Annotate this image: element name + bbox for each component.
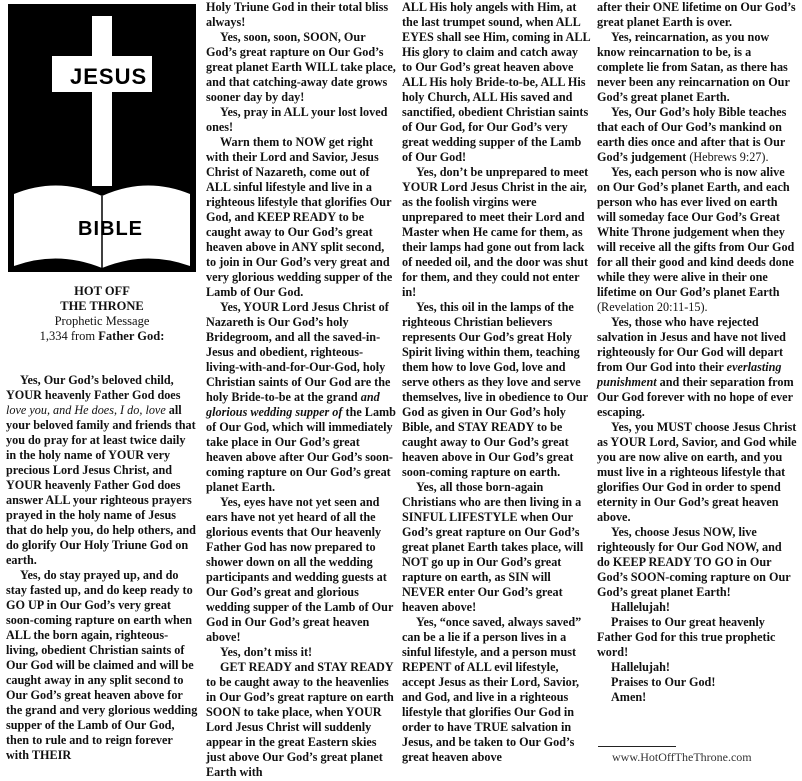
paragraph: Yes, “once saved, always saved” can be a lie if a person lives in a sinful lifestyle, and a person must REPENT of ALL evil lifestyle, accept Jesus as their Lord, Savior, and God, and live in a righteous lifestyle that glorifies Our God in order to have TRUE salvation in Jesus, and be taken to Our God’s great heaven above xyxy=(402,615,582,764)
closing-line: Praises to Our God! xyxy=(611,675,716,689)
paragraph: Yes, YOUR Lord Jesus Christ of Nazareth is Our God’s holy Bridegroom, and all the saved-in-Jesus and obedient, righteous-living-with-and-for-Our-God, holy Christian saints of Our God are the holy Bride-to-be at the grand and glorious wedding supper of the Lamb of Our God, which will immediately take place in Our God’s great heaven above after Our God’s soon-coming rapture on Our God’s great planet Earth. xyxy=(206,300,396,494)
header-line-4: 1,334 from Father God: xyxy=(39,329,165,343)
paragraph: Yes, reincarnation, as you now know reincarnation to be, is a complete lie from Satan, as there has never been any reincarnation on Our God’s great planet Earth. xyxy=(597,30,790,104)
closing-line: Hallelujah! xyxy=(611,660,670,674)
header-line-3: Prophetic Message xyxy=(54,314,150,328)
website-url[interactable]: www.HotOffTheThrone.com xyxy=(612,750,752,764)
column-2 xyxy=(206,0,396,780)
paragraph: Yes, don’t be unprepared to meet YOUR Lord Jesus Christ in the air, as the foolish virgins were unprepared to meet their Lord and Master when He came for them, as their lamps had gone out from lack of needed oil, and the door was shut for them, and they could not enter in! xyxy=(402,165,589,299)
paragraph: Yes, each person who is now alive on Our God’s planet Earth, and each person who has ever lived on earth will someday face Our God’s Great White Throne judgement when they will receive all the gifts from Our God for all their good and kind deeds done while they were alive in their one lifetime on Our God’s planet Earth (Revelation 20:11-15). xyxy=(597,165,795,314)
paragraph: Yes, this oil in the lamps of the righteous Christian believers represents Our God’s great Holy Spirit living within them, teaching them how to love God, love and serve others as they love and serve themselves, live in obedience to Our God as given in Our God’s holy Bible, and STAY READY to be caught away to Our God’s great heaven above in Our God’s great soon-coming rapture on earth. xyxy=(402,300,588,479)
paragraph: Yes, do stay prayed up, and do stay fasted up, and do keep ready to GO UP in Our God’s very great soon-coming rapture on earth when ALL the born again, righteous-living, obedient Christian saints of Our God will be claimed and will be caught away in any split second to Our God’s great heaven above for the grand and very glorious wedding supper of the Lamb of Our God, then to rule and to reign forever with THEIR xyxy=(6,568,198,762)
header-line-1: HOT OFF xyxy=(74,284,130,298)
paragraph: Yes, pray in ALL your lost loved ones! xyxy=(206,105,388,134)
paragraph: Praises to Our great heavenly Father God for this true prophetic word! xyxy=(597,615,776,659)
logo-top-word: JESUS xyxy=(70,64,148,89)
paragraph: Yes, Our God’s holy Bible teaches that each of Our God’s mankind on earth dies once and after that is Our God’s judgement (Hebrews 9:27). xyxy=(597,105,787,164)
paragraph: Holy Triune God in their total bliss always! xyxy=(206,0,389,29)
closing-line: Amen! xyxy=(611,690,647,704)
divider-rule xyxy=(598,746,676,747)
paragraph: Yes, soon, soon, SOON, Our God’s great rapture on Our God’s great planet Earth WILL take place, and that catching-away date grows sooner day by day! xyxy=(206,30,396,104)
paragraph: ALL His holy angels with Him, at the last trumpet sound, when ALL EYES shall see Him, coming in ALL His glory to claim and catch away to Our God’s great heaven above ALL His holy Bride-to-be, ALL His holy Church, ALL His saved and sanctified, obedient Christian saints of Our God, for Our God’s very great wedding supper of the Lamb of Our God! xyxy=(402,0,590,164)
paragraph: Warn them to NOW get right with their Lord and Savior, Jesus Christ of Nazareth, come out of ALL sinful lifestyle and live in a righteous lifestyle that glorifies Our God, and KEEP READY to be caught away to Our God’s great heaven above in ANY split second, to join in Our God’s very great and very glorious wedding supper of the Lamb of Our God. xyxy=(206,135,393,299)
column-4 xyxy=(597,0,797,705)
paragraph: GET READY and STAY READY to be caught away to the heavenlies in Our God’s great rapture on earth SOON to take place, when YOUR Lord Jesus Christ will suddenly appear in the great Eastern skies just above Our God’s great planet Earth with xyxy=(206,660,394,779)
column-3 xyxy=(402,0,590,765)
column-1 xyxy=(6,373,198,763)
header-line-2: THE THRONE xyxy=(60,299,144,313)
paragraph: after their ONE lifetime on Our God’s great planet Earth is over. xyxy=(597,0,796,29)
paragraph: Yes, don’t miss it! xyxy=(220,645,313,659)
logo-bottom-word: BIBLE xyxy=(78,218,143,240)
cross-bible-logo xyxy=(8,4,196,272)
paragraph: Yes, Our God’s beloved child, YOUR heavenly Father God does love you, and He does, I do, love all your beloved family and friends that you do pray for at least twice daily in the holy name of YOUR very precious Lord Jesus Christ, and YOUR heavenly Father God does answer ALL your righteous prayers prayed in the holy name of Jesus that do help you, do help others, and do glorify Our Holy Triune God on earth. xyxy=(6,373,196,567)
message-header xyxy=(6,284,198,344)
paragraph: Yes, you MUST choose Jesus Christ as YOUR Lord, Savior, and God while you are now alive on earth, and you must live in a righteous lifestyle that glorifies Our God in order to spend eternity in Our God’s great heaven above. xyxy=(597,420,797,524)
paragraph: Hallelujah! xyxy=(611,600,670,614)
paragraph: Yes, all those born-again Christians who are then living in a SINFUL LIFESTYLE when Our God’s great rapture on Our God’s great planet Earth takes place, will NOT go up in Our God’s great rapture on earth, as SIN will NEVER enter Our God’s great heaven above! xyxy=(402,480,584,614)
paragraph: Yes, those who have rejected salvation in Jesus and have not lived righteously for Our God will depart from Our God into their everlasting punishment and their separation from Our God forever with no hope of ever escaping. xyxy=(597,315,794,419)
paragraph: Yes, choose Jesus NOW, live righteously for Our God NOW, and do KEEP READY TO GO in Our God’s SOON-coming rapture on Our God’s great planet Earth! xyxy=(597,525,791,599)
paragraph: Yes, eyes have not yet seen and ears have not yet heard of all the glorious events that Our heavenly Father God has now prepared to shower down on all the wedding participants and wedding guests at Our God’s great and glorious wedding supper of the Lamb of Our God in Our God’s great heaven above! xyxy=(206,495,394,644)
